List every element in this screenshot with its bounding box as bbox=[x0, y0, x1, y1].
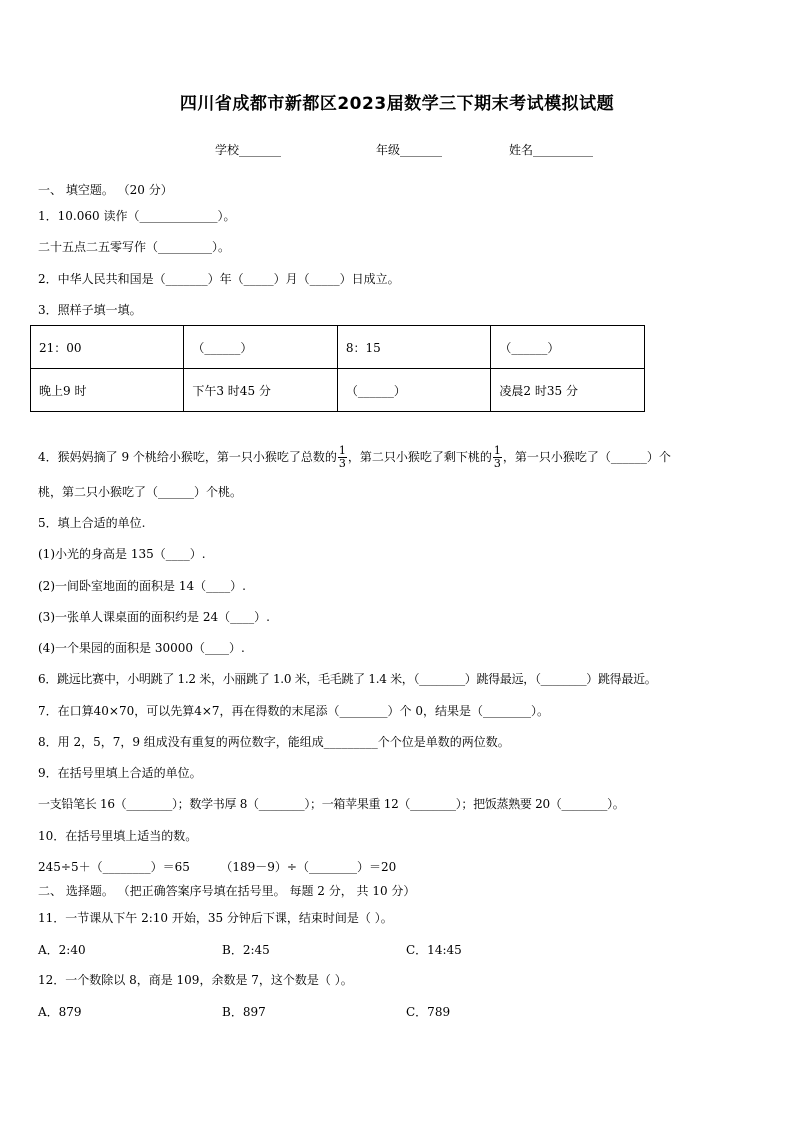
question-10-line: 245÷5＋（________）＝65 （189－9）÷（________）＝20 bbox=[38, 860, 397, 874]
question-1b: 二十五点二五零写作（_________）。 bbox=[38, 240, 231, 254]
table-cell[interactable]: （______） bbox=[337, 369, 491, 412]
question-9: 9．在括号里填上合适的单位。 bbox=[38, 766, 202, 780]
grade-blank[interactable]: _______ bbox=[400, 143, 443, 157]
time-conversion-table bbox=[30, 325, 645, 412]
question-5-2: (2)一间卧室地面的面积是 14（____）. bbox=[38, 579, 246, 593]
table-cell[interactable]: （______） bbox=[184, 326, 338, 369]
question-8: 8．用 2，5，7，9 组成没有重复的两位数字，能组成_________个个位是单数的两位数。 bbox=[38, 735, 510, 749]
q12-option-c[interactable]: C．789 bbox=[406, 1005, 451, 1019]
grade-label: 年级 bbox=[376, 143, 401, 157]
table-row bbox=[31, 369, 645, 412]
q11-option-b[interactable]: B．2:45 bbox=[222, 943, 270, 957]
name-field bbox=[509, 141, 593, 158]
school-blank[interactable]: _______ bbox=[239, 143, 282, 157]
question-5-1: (1)小光的身高是 135（____）. bbox=[38, 547, 206, 561]
question-5-3: (3)一张单人课桌面的面积约是 24（____）. bbox=[38, 610, 270, 624]
q11-option-c[interactable]: C．14:45 bbox=[406, 943, 462, 957]
question-3: 3．照样子填一填。 bbox=[38, 303, 142, 317]
table-cell: 晚上9 时 bbox=[31, 369, 184, 412]
question-11: 11．一节课从下午 2:10 开始，35 分钟后下课，结束时间是（ ）。 bbox=[38, 911, 393, 925]
question-9-line: 一支铅笔长 16（________）；数学书厚 8（________）；一箱苹果重 12（________）；把饭蒸熟要 20（________）。 bbox=[38, 797, 625, 811]
q4-text-3: ，第一只小猴吃了（______）个 bbox=[502, 450, 671, 464]
grade-field bbox=[376, 141, 442, 158]
table-cell: 8：15 bbox=[337, 326, 491, 369]
question-6: 6．跳远比赛中，小明跳了 1.2 米，小丽跳了 1.0 米，毛毛跳了 1.4 米，（________）跳得最远，（________）跳得最近。 bbox=[38, 672, 657, 686]
question-4 bbox=[38, 444, 671, 470]
section-1-heading: 一、 填空题。 （20 分） bbox=[38, 183, 173, 197]
question-5-4: (4)一个果园的面积是 30000（____）. bbox=[38, 641, 245, 655]
table-cell: 21：00 bbox=[31, 326, 184, 369]
q12-option-a[interactable]: A．879 bbox=[38, 1005, 82, 1019]
name-blank[interactable]: __________ bbox=[533, 143, 594, 157]
q11-option-a[interactable]: A．2:40 bbox=[38, 943, 86, 957]
question-12: 12．一个数除以 8，商是 109，余数是 7，这个数是（ ）。 bbox=[38, 973, 353, 987]
page-title: 四川省成都市新都区2023届数学三下期末考试模拟试题 bbox=[179, 94, 615, 114]
question-10: 10．在括号里填上适当的数。 bbox=[38, 829, 198, 843]
q4-text-1: 4．猴妈妈摘了 9 个桃给小猴吃，第一只小猴吃了总数的 bbox=[38, 450, 337, 464]
fraction-one-third: $\frac{1}{3}$ bbox=[338, 444, 346, 470]
table-row bbox=[31, 326, 645, 369]
school-field bbox=[215, 141, 281, 158]
table-cell: 凌晨2 时35 分 bbox=[491, 369, 645, 412]
table-cell[interactable]: （______） bbox=[491, 326, 645, 369]
q12-option-b[interactable]: B．897 bbox=[222, 1005, 266, 1019]
question-5: 5．填上合适的单位. bbox=[38, 516, 146, 530]
question-1a: 1．10.060 读作（_____________）。 bbox=[38, 209, 236, 223]
question-7: 7．在口算40×70，可以先算4×7，再在得数的末尾添（________）个 0，结果是（________）。 bbox=[38, 704, 550, 718]
question-4-line-2: 桃，第二只小猴吃了（______）个桃。 bbox=[38, 485, 243, 499]
q4-text-2: ，第二只小猴吃了剩下桃的 bbox=[347, 450, 492, 464]
fraction-one-third: $\frac{1}{3}$ bbox=[493, 444, 501, 470]
section-2-heading: 二、 选择题。 （把正确答案序号填在括号里。 每题 2 分， 共 10 分） bbox=[38, 884, 416, 898]
question-2: 2．中华人民共和国是（_______）年（_____）月（_____）日成立。 bbox=[38, 272, 400, 286]
table-cell: 下午3 时45 分 bbox=[184, 369, 338, 412]
name-label: 姓名 bbox=[509, 143, 534, 157]
school-label: 学校 bbox=[215, 143, 240, 157]
